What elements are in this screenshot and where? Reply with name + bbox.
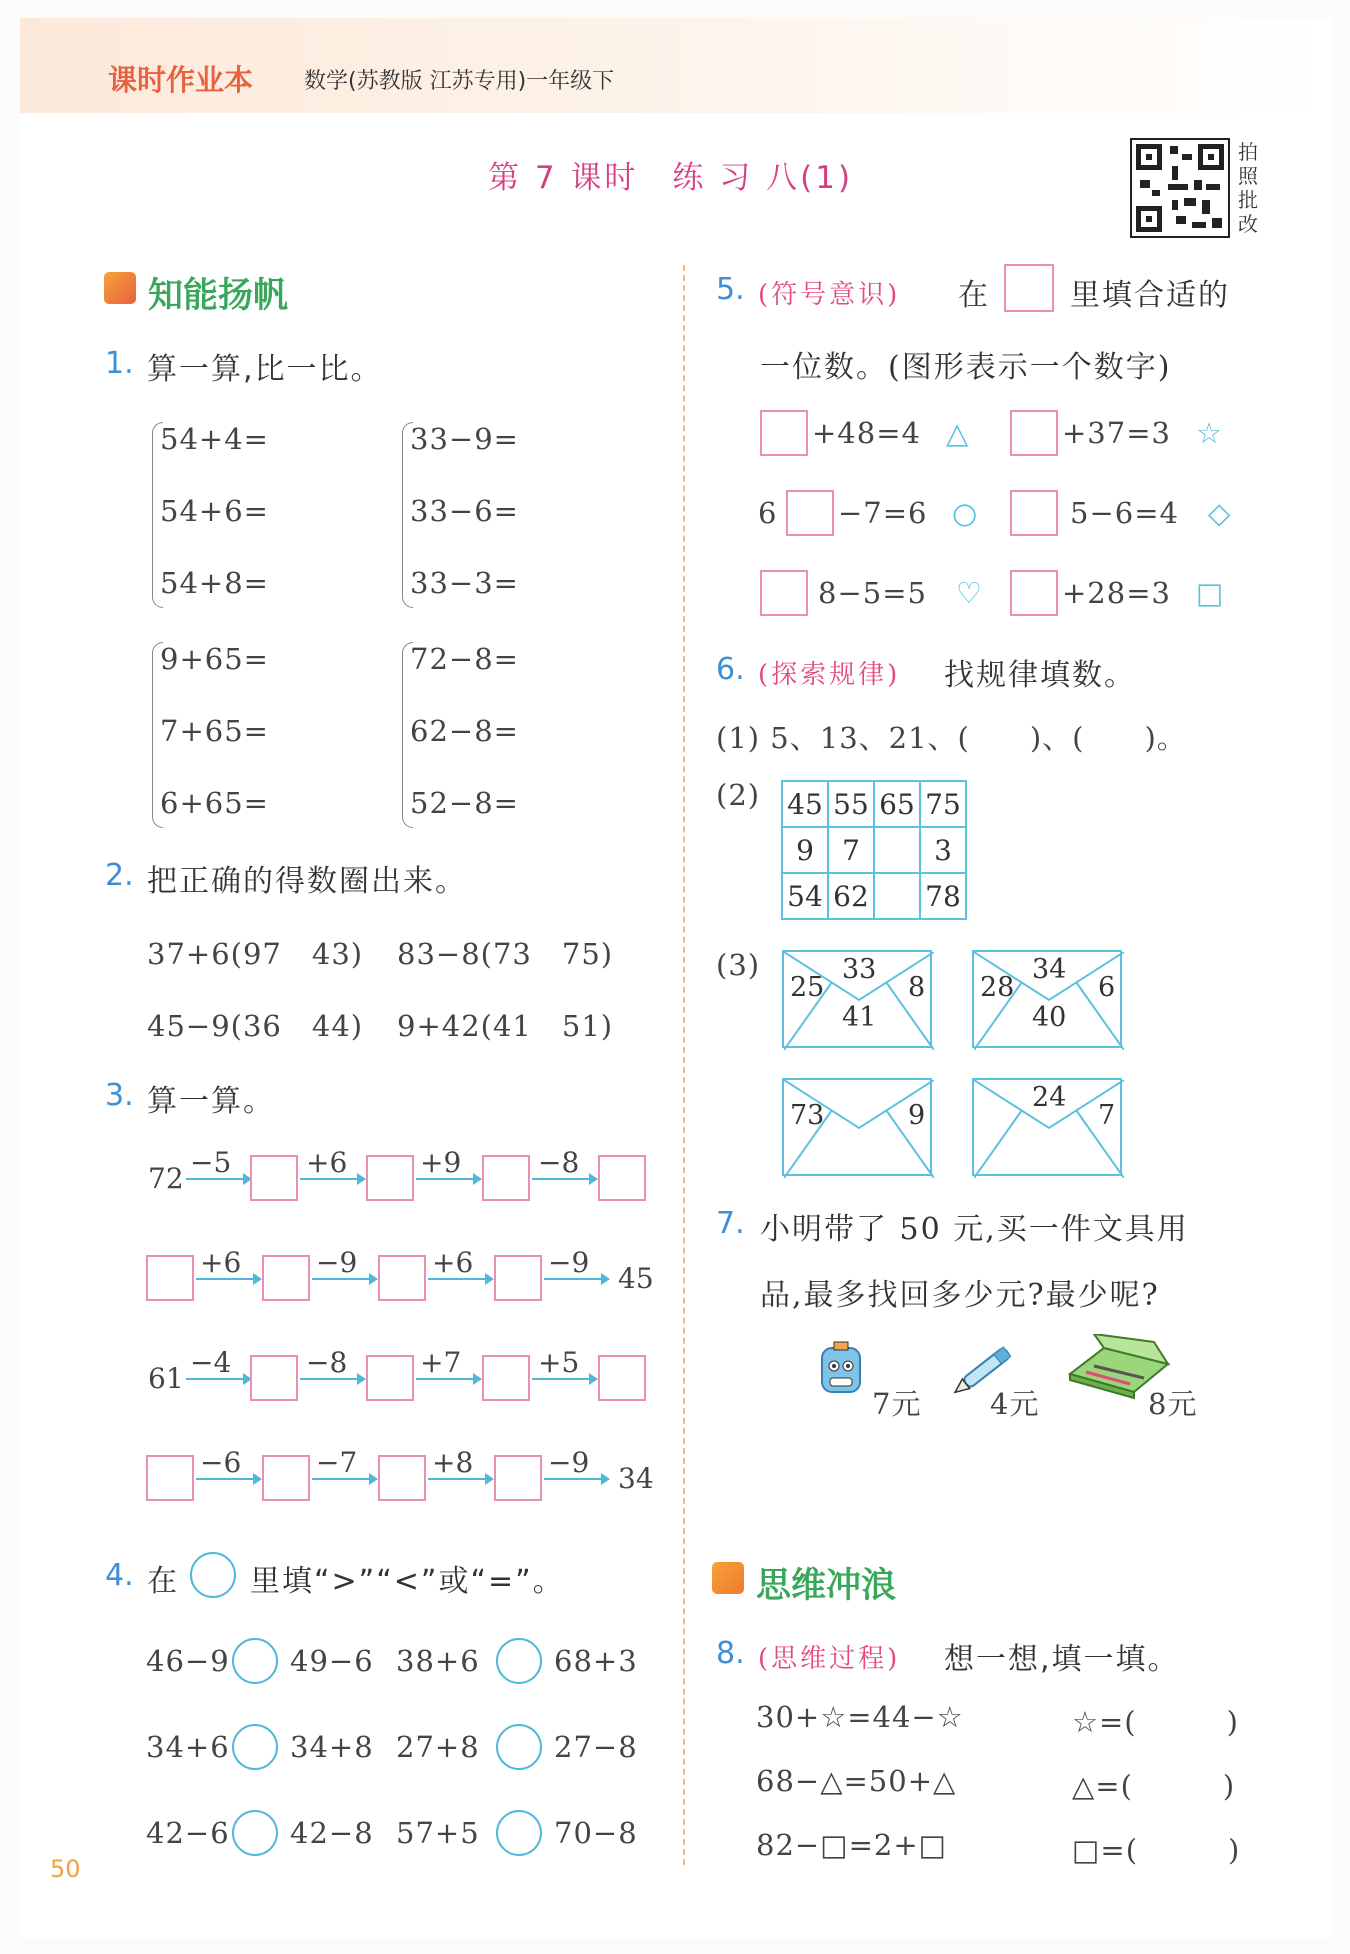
q3-op: +7	[420, 1346, 462, 1379]
q2-item[interactable]: 83−8(73 75)	[397, 937, 614, 971]
q1-text: 算一算,比一比。	[147, 352, 383, 387]
q7-line2: 品,最多找回多少元?最少呢?	[760, 1278, 1160, 1313]
q4-text-after: 里填“>”“<”或“=”。	[250, 1564, 565, 1599]
q2-number: 2.	[105, 858, 134, 893]
q5-number: 5.	[716, 272, 745, 307]
q3-op: +8	[432, 1446, 474, 1479]
env-right: 8	[908, 972, 926, 1003]
price-label: 4元	[990, 1387, 1040, 1421]
grid-cell: 78	[920, 873, 966, 919]
q8-number: 8.	[716, 1636, 745, 1671]
q3-answer-box[interactable]	[262, 1455, 310, 1501]
q5-text-a: 在	[958, 278, 990, 313]
q3-op: −9	[548, 1446, 590, 1479]
q4-right: 34+8	[290, 1730, 374, 1764]
q3-end: 34	[618, 1462, 654, 1495]
q4-left: 46−9	[146, 1644, 230, 1678]
q3-answer-box[interactable]	[598, 1155, 646, 1201]
q5-pre: 6	[758, 496, 778, 530]
book-subtitle: 数学(苏教版 江苏专用)一年级下	[304, 69, 615, 94]
q3-op: +6	[200, 1246, 242, 1279]
grid-cell: 7	[828, 827, 874, 873]
q3-start: 61	[148, 1362, 184, 1395]
q3-start: 72	[148, 1162, 184, 1195]
grid-cell: 54	[782, 873, 828, 919]
env-right: 6	[1098, 972, 1116, 1003]
q8-equation: 68−△=50+△	[756, 1764, 957, 1798]
grid-cell: 65	[874, 781, 920, 827]
q3-answer-box[interactable]	[366, 1355, 414, 1401]
q5-digit-box[interactable]	[760, 570, 808, 616]
q4-right: 27−8	[554, 1730, 638, 1764]
q5-digit-box[interactable]	[786, 490, 834, 536]
q5-line2: 一位数。(图形表示一个数字)	[760, 350, 1172, 385]
q8-answer[interactable]: □=( )	[1072, 1833, 1241, 1867]
q1-eq: 7+65=	[160, 714, 269, 748]
diamond-icon: ◇	[1208, 496, 1232, 530]
q5-text-b: 里填合适的	[1070, 278, 1230, 313]
q3-answer-box[interactable]	[494, 1255, 542, 1301]
q3-text: 算一算。	[147, 1084, 275, 1119]
q5-digit-box[interactable]	[1010, 570, 1058, 616]
q4-right: 68+3	[554, 1644, 638, 1678]
q4-circle-sample	[190, 1552, 236, 1598]
q5-eq: +48=4	[812, 416, 921, 450]
triangle-icon: △	[946, 416, 970, 450]
grid-cell: 55	[828, 781, 874, 827]
q8-answer[interactable]: ☆=( )	[1072, 1705, 1239, 1739]
q3-op: −9	[548, 1246, 590, 1279]
q6-part2-label: (2)	[716, 778, 761, 812]
section-wave-icon	[712, 1562, 744, 1594]
heart-icon: ♡	[956, 576, 983, 610]
q4-compare-circle[interactable]	[496, 1724, 542, 1770]
q3-answer-box[interactable]	[250, 1355, 298, 1401]
q3-op: +6	[306, 1146, 348, 1179]
q3-end: 45	[618, 1262, 654, 1295]
q4-number: 4.	[105, 1558, 134, 1593]
q8-text: 想一想,填一填。	[944, 1642, 1180, 1677]
q3-op: −9	[316, 1246, 358, 1279]
q3-op: −8	[306, 1346, 348, 1379]
q1-eq: 72−8=	[410, 642, 519, 676]
q3-op: −5	[190, 1146, 232, 1179]
q5-eq: 5−6=4	[1070, 496, 1179, 530]
q3-answer-box[interactable]	[250, 1155, 298, 1201]
env-top: 24	[1032, 1082, 1067, 1113]
q1-eq: 33−3=	[410, 566, 519, 600]
q4-text-before: 在	[147, 1564, 179, 1599]
pencil-sharpener-icon	[816, 1340, 866, 1398]
q1-eq: 54+8=	[160, 566, 269, 600]
q3-answer-box[interactable]	[378, 1455, 426, 1501]
grid-cell: 3	[920, 827, 966, 873]
q8-equation: 82−□=2+□	[756, 1828, 948, 1862]
star-icon: ☆	[1196, 416, 1223, 450]
grid-cell: 62	[828, 873, 874, 919]
q1-eq: 6+65=	[160, 786, 269, 820]
q3-op: +9	[420, 1146, 462, 1179]
q3-answer-box[interactable]	[482, 1355, 530, 1401]
env-right: 9	[908, 1100, 926, 1131]
q1-eq: 52−8=	[410, 786, 519, 820]
q4-left: 42−6	[146, 1816, 230, 1850]
grid-cell-blank[interactable]	[874, 827, 920, 873]
q2-item[interactable]: 9+42(41 51)	[397, 1009, 614, 1043]
q3-op: −8	[538, 1146, 580, 1179]
q3-answer-box[interactable]	[482, 1155, 530, 1201]
envelope-3	[782, 1078, 932, 1176]
q2-item[interactable]: 45−9(36 44)	[147, 1009, 364, 1043]
q3-answer-box[interactable]	[262, 1255, 310, 1301]
q5-digit-box[interactable]	[760, 410, 808, 456]
q2-text: 把正确的得数圈出来。	[147, 864, 467, 899]
q8-tag: (思维过程)	[758, 1644, 901, 1674]
square-icon: □	[1196, 576, 1225, 610]
grid-cell: 45	[782, 781, 828, 827]
q4-left: 57+5	[396, 1816, 480, 1850]
q5-eq: 8−5=5	[818, 576, 927, 610]
q8-answer[interactable]: △=( )	[1072, 1769, 1236, 1803]
q5-eq: +37=3	[1062, 416, 1171, 450]
q5-digit-box[interactable]	[1010, 490, 1058, 536]
qr-label: 拍照批改	[1238, 140, 1258, 236]
price-label: 7元	[872, 1387, 922, 1421]
env-bottom: 40	[1032, 1002, 1067, 1033]
env-left: 73	[790, 1100, 825, 1131]
q5-tag: (符号意识)	[758, 280, 901, 310]
q1-eq: 54+6=	[160, 494, 269, 528]
q1-eq: 62−8=	[410, 714, 519, 748]
envelope-1	[782, 950, 932, 1048]
q1-eq: 54+4=	[160, 422, 269, 456]
q4-compare-circle[interactable]	[496, 1638, 542, 1684]
q6-number-grid	[781, 780, 967, 920]
q1-eq: 33−9=	[410, 422, 519, 456]
q3-answer-box[interactable]	[366, 1155, 414, 1201]
q6-part3-label: (3)	[716, 948, 761, 982]
q4-compare-circle[interactable]	[232, 1638, 278, 1684]
q4-left: 34+6	[146, 1730, 230, 1764]
q4-compare-circle[interactable]	[232, 1724, 278, 1770]
envelope-4	[972, 1078, 1122, 1176]
env-left: 25	[790, 972, 825, 1003]
q3-answer-box[interactable]	[598, 1355, 646, 1401]
q4-left: 38+6	[396, 1644, 480, 1678]
grid-cell-blank[interactable]	[874, 873, 920, 919]
q3-op: −6	[200, 1446, 242, 1479]
q7-number: 7.	[716, 1206, 745, 1241]
q3-op: −4	[190, 1346, 232, 1379]
grid-cell: 75	[920, 781, 966, 827]
q4-right: 49−6	[290, 1644, 374, 1678]
price-label: 8元	[1148, 1387, 1198, 1421]
q4-left: 27+8	[396, 1730, 480, 1764]
q3-op: −7	[316, 1446, 358, 1479]
q4-compare-circle[interactable]	[496, 1810, 542, 1856]
grid-cell: 9	[782, 827, 828, 873]
q2-item[interactable]: 37+6(97 43)	[147, 937, 364, 971]
env-left: 28	[980, 972, 1015, 1003]
q4-compare-circle[interactable]	[232, 1810, 278, 1856]
q4-right: 70−8	[554, 1816, 638, 1850]
section2-title: 思维冲浪	[756, 1566, 897, 1606]
qr-code-icon[interactable]	[1130, 138, 1230, 238]
q6-text: 找规律填数。	[944, 658, 1136, 693]
env-bottom: 41	[842, 1002, 877, 1033]
q6-tag: (探索规律)	[758, 660, 901, 690]
q3-answer-box[interactable]	[146, 1255, 194, 1301]
env-right: 7	[1098, 1100, 1116, 1131]
circle-icon: ○	[952, 496, 979, 530]
env-top: 33	[842, 954, 877, 985]
q1-eq: 33−6=	[410, 494, 519, 528]
q7-line1: 小明带了 50 元,买一件文具用	[760, 1212, 1189, 1247]
q5-eq: +28=3	[1062, 576, 1171, 610]
q3-op: +5	[538, 1346, 580, 1379]
q4-right: 42−8	[290, 1816, 374, 1850]
q3-answer-box[interactable]	[378, 1255, 426, 1301]
q6-number: 6.	[716, 652, 745, 687]
q3-number: 3.	[105, 1078, 134, 1113]
envelope-2	[972, 950, 1122, 1048]
q6-part1[interactable]: (1) 5、13、21、( )、( )。	[716, 721, 1187, 755]
section1-title: 知能扬帆	[148, 276, 289, 316]
q3-answer-box[interactable]	[494, 1455, 542, 1501]
q1-eq: 9+65=	[160, 642, 269, 676]
q5-digit-box[interactable]	[1010, 410, 1058, 456]
page-number: 50	[50, 1855, 81, 1883]
section-sail-icon	[104, 272, 136, 304]
q5-box-sample	[1004, 264, 1054, 312]
env-top: 34	[1032, 954, 1067, 985]
column-divider	[683, 265, 685, 1865]
q1-number: 1.	[105, 346, 134, 381]
q3-answer-box[interactable]	[146, 1455, 194, 1501]
brand-title: 课时作业本	[108, 63, 254, 97]
q5-eq: −7=6	[838, 496, 928, 530]
q8-equation: 30+☆=44−☆	[756, 1700, 964, 1734]
q3-op: +6	[432, 1246, 474, 1279]
lesson-title: 第 7 课时 练 习 八(1)	[488, 160, 854, 196]
